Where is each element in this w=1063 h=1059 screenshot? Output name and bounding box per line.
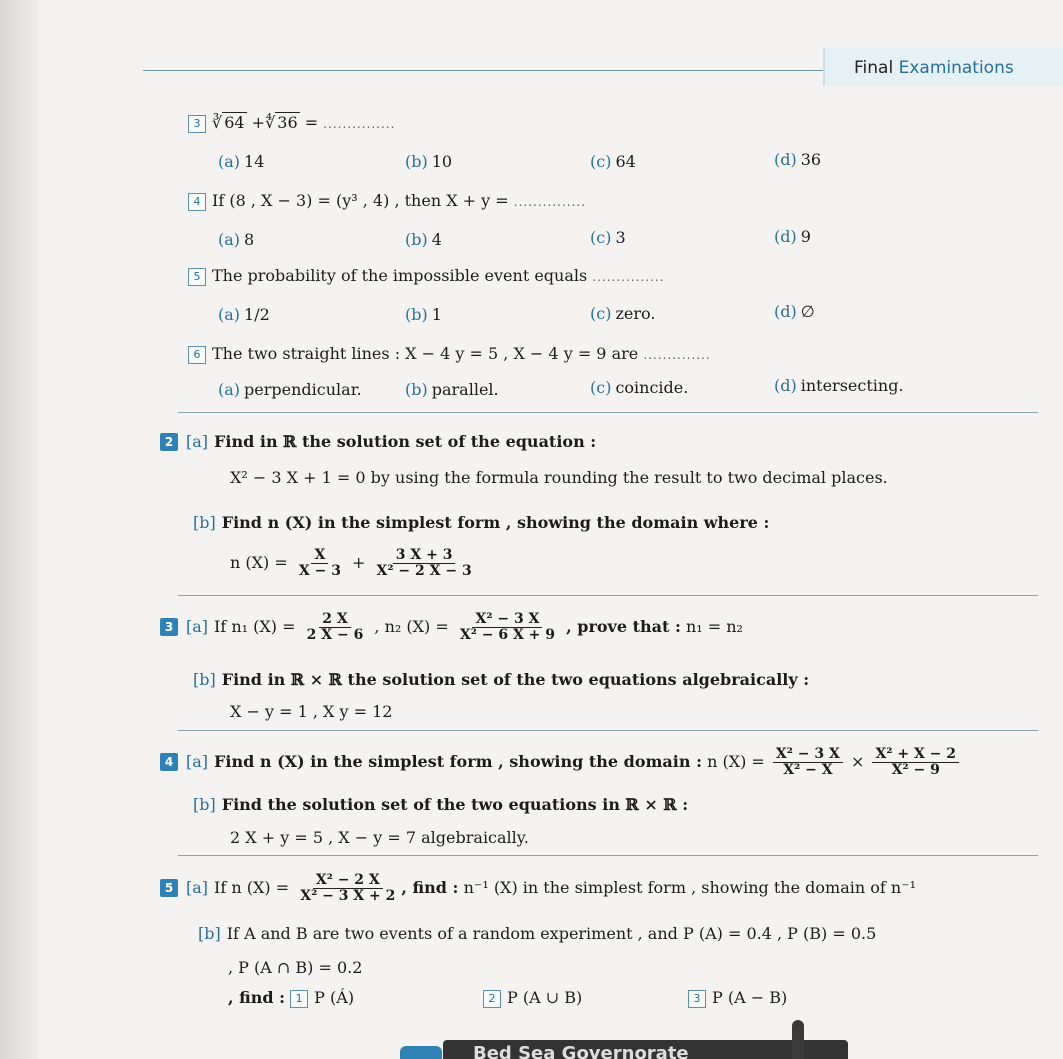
fraction: $\frac{X}{X - 3}$ bbox=[298, 547, 341, 579]
question-number-5: 5 bbox=[160, 879, 178, 897]
q5-part-a: 5 [a] If n (X) = $\frac{\text{X² − 2 X}}{\text{X² − 3 X + 2}}$ , find : n⁻¹ (X) in the simplest form , showing the domain of n⁻¹ bbox=[160, 873, 916, 904]
section-divider bbox=[178, 730, 1038, 731]
mcq-5-question: 5 The probability of the impossible event equals ............... bbox=[188, 266, 665, 286]
mcq-4-option-b: (b) 4 bbox=[405, 230, 442, 249]
q2-a-equation: X² − 3 X + 1 = 0 by using the formula rounding the result to two decimal places. bbox=[230, 468, 888, 487]
fraction: $\frac{2 X}{2 X - 6}$ bbox=[306, 611, 364, 643]
header-rule bbox=[143, 70, 823, 71]
q4-b-equations: 2 X + y = 5 , X − y = 7 algebraically. bbox=[230, 828, 529, 847]
section-divider bbox=[178, 412, 1038, 413]
mcq-6-option-c: (c) coincide. bbox=[590, 378, 689, 397]
q2-part-a: 2 [a] Find in ℝ the solution set of the equation : bbox=[160, 432, 596, 451]
mcq-5-option-d: (d) ∅ bbox=[774, 302, 815, 321]
fraction: $\frac{3 X + 3}{\text{X² − 2 X − 3}}$ bbox=[376, 547, 472, 579]
question-number-badge: 4 bbox=[188, 193, 206, 211]
q5-b-item-2: 2 P (A ∪ B) bbox=[483, 988, 582, 1008]
question-number-2: 2 bbox=[160, 433, 178, 451]
mcq-5-option-c: (c) zero. bbox=[590, 304, 656, 323]
mcq-5-option-a: (a) 1/2 bbox=[218, 305, 270, 324]
q2-part-b: [b] Find n (X) in the simplest form , showing the domain where : bbox=[193, 513, 770, 532]
mcq-5-option-b: (b) 1 bbox=[405, 305, 442, 324]
mcq-4-option-d: (d) 9 bbox=[774, 227, 811, 246]
fraction: $\frac{\text{X² + X − 2}}{\text{X² − 9}}$ bbox=[872, 747, 959, 778]
section-divider bbox=[178, 595, 1038, 596]
q5-b-line2: , P (A ∩ B) = 0.2 bbox=[228, 958, 363, 977]
mcq-3-option-a: (a) 14 bbox=[218, 152, 265, 171]
mcq-4-option-c: (c) 3 bbox=[590, 228, 626, 247]
fraction: $\frac{\text{X² − 2 X}}{\text{X² − 3 X + 2}}$ bbox=[300, 872, 396, 904]
page-binding-shadow bbox=[0, 0, 38, 1059]
question-number-4: 4 bbox=[160, 753, 178, 771]
q5-part-b: [b] If A and B are two events of a random experiment , and P (A) = 0.4 , P (B) = 0.5 bbox=[198, 924, 877, 943]
fraction: $\frac{\text{X² − 3 X}}{\text{X² − X}}$ bbox=[773, 747, 843, 778]
q4-part-b: [b] Find the solution set of the two equations in ℝ × ℝ : bbox=[193, 795, 689, 814]
mcq-3-option-c: (c) 64 bbox=[590, 152, 636, 171]
mcq-3-option-b: (b) 10 bbox=[405, 152, 453, 171]
q3-part-a: 3 [a] If n₁ (X) = $\frac{2 X}{2 X - 6}$ , n₂ (X) = $\frac{\text{X² − 3 X}}{\text{X² − 6 X + 9}}$ , prove that : n₁ = n₂ bbox=[160, 612, 743, 643]
mcq-6-option-d: (d) intersecting. bbox=[774, 376, 904, 395]
q2-b-expression: n (X) = $\frac{X}{X - 3}$ + $\frac{3 X + 3}{\text{X² − 2 X − 3}}$ bbox=[230, 548, 478, 579]
mcq-6-option-b: (b) parallel. bbox=[405, 380, 499, 399]
mcq-3-option-d: (d) 36 bbox=[774, 150, 822, 169]
page-number-pill bbox=[400, 1046, 442, 1059]
fraction: $\frac{\text{X² − 3 X}}{\text{X² − 6 X + 9}}$ bbox=[459, 611, 556, 643]
item-number-badge: 1 bbox=[290, 990, 308, 1008]
q3-part-b: [b] Find in ℝ × ℝ the solution set of the two equations algebraically : bbox=[193, 670, 810, 689]
mcq-4-option-a: (a) 8 bbox=[218, 230, 255, 249]
mcq-4-question: 4 If (8 , X − 3) = (y³ , 4) , then X + y = ............... bbox=[188, 191, 586, 211]
mcq-6-option-a: (a) perpendicular. bbox=[218, 380, 362, 399]
question-number-badge: 3 bbox=[188, 115, 206, 133]
q5-b-item-3: 3 P (A − B) bbox=[688, 988, 787, 1008]
item-number-badge: 3 bbox=[688, 990, 706, 1008]
page-title: Final Examinations bbox=[854, 58, 1014, 78]
mcq-6-question: 6 The two straight lines : X − 4 y = 5 , X − 4 y = 9 are .............. bbox=[188, 344, 711, 364]
q5-b-find: , find : 1 P (Á) bbox=[228, 988, 355, 1007]
exam-page bbox=[38, 0, 1063, 1059]
section-divider bbox=[178, 855, 1038, 856]
question-number-3: 3 bbox=[160, 618, 178, 636]
footer-governorate: Bed Sea Governorate bbox=[473, 1043, 689, 1059]
pen-tip bbox=[792, 1020, 804, 1059]
q3-b-equations: X − y = 1 , X y = 12 bbox=[230, 702, 393, 721]
question-number-badge: 6 bbox=[188, 346, 206, 364]
item-number-badge: 2 bbox=[483, 990, 501, 1008]
q4-part-a: 4 [a] Find n (X) in the simplest form , showing the domain : n (X) = $\frac{\text{X² − 3 X}}{\text{X² − X}}$ × $\frac{\text{X² + X − 2}}{\text{X² − 9}}$ bbox=[160, 747, 962, 778]
mcq-3-question: 3 ∛ 64 +∜ 36 = ............... bbox=[188, 113, 395, 133]
question-number-badge: 5 bbox=[188, 268, 206, 286]
